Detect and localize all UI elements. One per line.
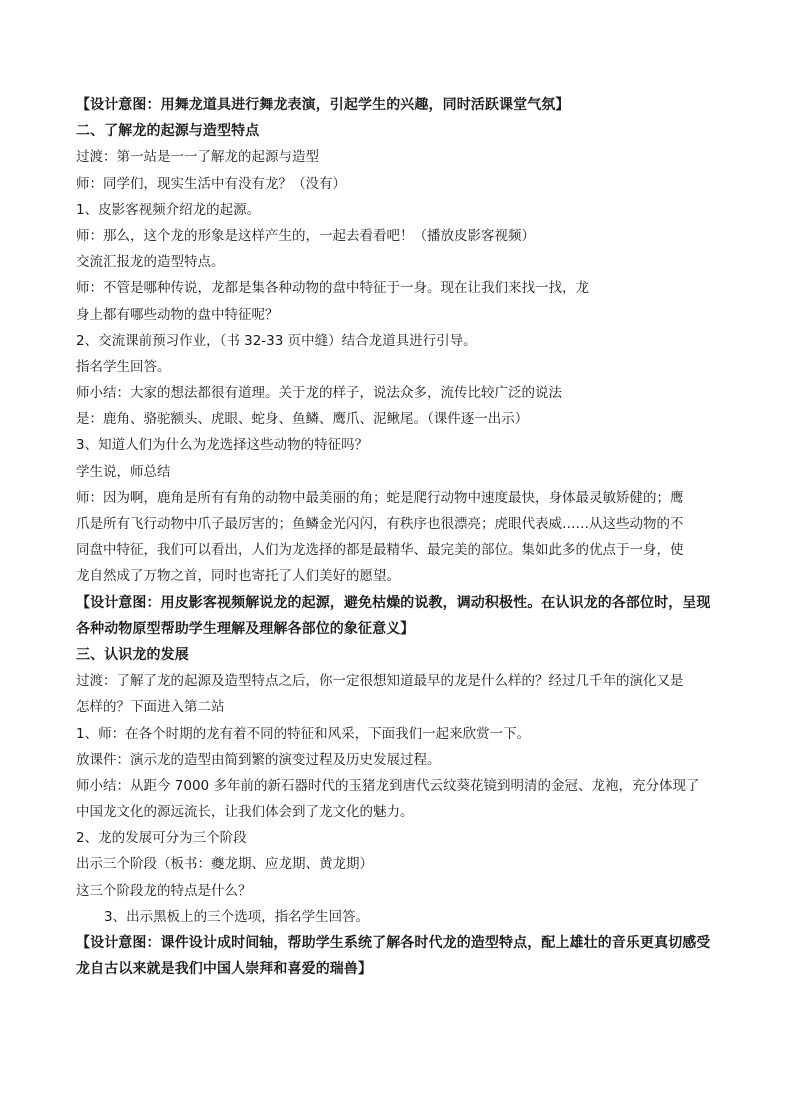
text-line: 师：同学们，现实生活中有没有龙？（没有） [76, 175, 346, 192]
text-line: 龙自然成了万物之首，同时也寄托了人们美好的愿望。 [76, 568, 400, 585]
text-line: 过渡：了解了龙的起源及造型特点之后，你一定很想知道最早的龙是什么样的？经过几千年的演化又是 [76, 673, 684, 690]
text-line: 2、交流课前预习作业，（书 32-33 页中缝）结合龙道具进行引导。 [76, 332, 477, 349]
design-intent-3: 【设计意图：课件设计成时间轴，帮助学生系统了解各时代龙的造型特点，配上雄壮的音乐更真切感受 [76, 935, 711, 951]
text-line: 师小结：大家的想法都很有道理。关于龙的样子，说法众多，流传比较广泛的说法 [76, 385, 562, 402]
text-line: 2、龙的发展可分为三个阶段 [76, 830, 247, 847]
text-line: 身上都有哪些动物的盘中特征呢？ [76, 306, 279, 323]
design-intent-2: 【设计意图：用皮影客视频解说龙的起源，避免枯燥的说教，调动积极性。在认识龙的各部位时，呈现 [76, 594, 711, 611]
document-body [76, 92, 720, 982]
text-line: 出示三个阶段（板书：夔龙期、应龙期、黄龙期） [76, 856, 373, 873]
text-line: 1、皮影客视频介绍龙的起源。 [76, 201, 261, 218]
text-line: 爪是所有飞行动物中爪子最厉害的；鱼鳞金光闪闪，有秩序也很漂亮；虎眼代表威……从这些动物的不 [76, 516, 684, 532]
text-line: 这三个阶段龙的特点是什么？ [76, 882, 252, 899]
text-line: 交流汇报龙的造型特点。 [76, 254, 225, 271]
design-intent-3-cont: 龙自古以来就是我们中国人崇拜和喜爱的瑞兽】 [76, 961, 373, 978]
text-line: 师小结：从距今 7000 多年前的新石器时代的玉猪龙到唐代云纹葵花镜到明清的金冠、龙袍，充分体现了 [76, 777, 700, 794]
text-line-indented: 3、出示黑板上的三个选项，指名学生回答。 [104, 908, 370, 925]
text-line: 1、师：在各个时期的龙有着不同的特征和风采，下面我们一起来欣赏一下。 [76, 725, 531, 742]
text-line: 指名学生回答。 [76, 358, 171, 375]
design-intent-1: 【设计意图：用舞龙道具进行舞龙表演，引起学生的兴趣，同时活跃课堂气氛】 [76, 97, 570, 113]
text-line: 过渡：第一站是一一了解龙的起源与造型 [76, 149, 319, 166]
text-line: 放课件：演示龙的造型由简到繁的演变过程及历史发展过程。 [76, 751, 441, 768]
text-line: 是：鹿角、骆驼额头、虎眼、蛇身、鱼鳞、鹰爪、泥鳅尾。（课件逐一出示） [76, 411, 529, 428]
section-heading-2: 二、了解龙的起源与造型特点 [76, 123, 260, 140]
text-line: 同盘中特征，我们可以看出，人们为龙选择的都是最精华、最完美的部位。集如此多的优点于一身，使 [76, 542, 684, 559]
text-line: 中国龙文化的源远流长，让我们体会到了龙文化的魅力。 [76, 804, 414, 821]
design-intent-2-cont: 各种动物原型帮助学生理解及理解各部位的象征意义】 [76, 620, 415, 637]
section-heading-3: 三、认识龙的发展 [76, 646, 189, 663]
text-line: 师：那么，这个龙的形象是这样产生的，一起去看看吧！（播放皮影客视频） [76, 227, 535, 244]
text-line: 3、知道人们为什么为龙选择这些动物的特征吗？ [76, 437, 369, 454]
text-line: 师：不管是哪种传说，龙都是集各种动物的盘中特征于一身。现在让我们来找一找，龙 [76, 280, 589, 297]
text-line: 怎样的？下面进入第二站 [76, 699, 225, 716]
text-line: 师：因为啊，鹿角是所有有角的动物中最美丽的角；蛇是爬行动物中速度最快，身体最灵敏矫健的；鹰 [76, 489, 684, 506]
text-line: 学生说，师总结 [76, 463, 171, 480]
